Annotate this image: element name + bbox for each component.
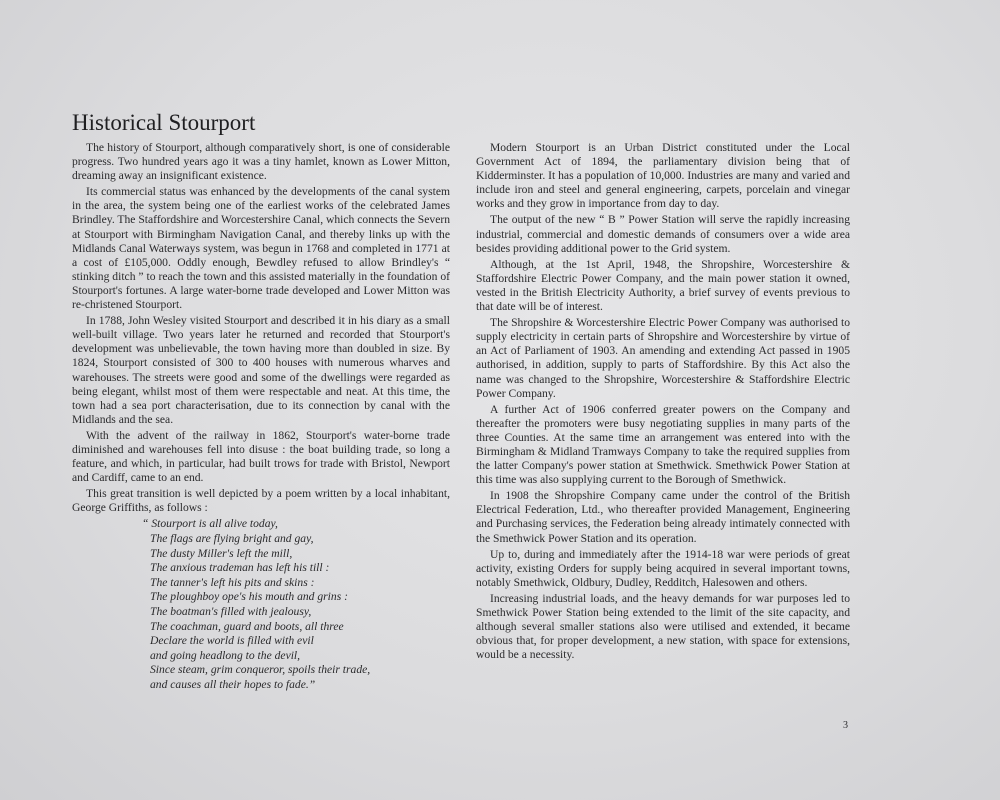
poem-line: “ Stourport is all alive today, — [142, 517, 278, 531]
poem-line: The flags are flying bright and gay, — [150, 532, 314, 546]
poem — [142, 517, 450, 692]
paragraph: Although, at the 1st April, 1948, the Shropshire, Worcestershire & Staffordshire Electric Power Company, and the main power station it owned, vested in the British Electricity Authority, a brief survey of events previous to that date will be of interest. — [476, 257, 850, 314]
poem-line: The dusty Miller's left the mill, — [150, 546, 293, 560]
paragraph: The Shropshire & Worcestershire Electric Power Company was authorised to supply electricity in certain parts of Shropshire and Worcestershire by virtue of an Act of Parliament of 1903. An amending and extending Act passed in 1905 authorised, in addition, supply to parts of Staffordshire. By this Act also the name was changed to the Shropshire, Worcestershire & Staffordshire Electric Power Company. — [476, 316, 850, 400]
poem-line: The anxious trademan has left his till : — [150, 561, 330, 575]
paragraph: Increasing industrial loads, and the heavy demands for war purposes led to Smethwick Power Station being extended to the limit of the site capacity, and although several smaller stations also were utilised and extended, it became obvious that, for proper development, a new station, with space for extensions, would be a necessity. — [476, 591, 850, 662]
right-column — [476, 141, 850, 664]
paragraph: A further Act of 1906 conferred greater powers on the Company and thereafter the promoters were busy negotiating supplies in many parts of the three Counties. At the same time an arrangement was entered into with the Birmingham & Midland Tramways Company to take the required supplies from the latter Company's power station at Smethwick. Smethwick Power Station at this time was also supplying current to the Borough of Smethwick. — [476, 402, 850, 487]
paragraph: In 1908 the Shropshire Company came under the control of the British Electrical Federation, Ltd., who thereafter provided Management, Engineering and Purchasing services, the Federation being already intimately connected with the Smethwick Power Station and its operation. — [476, 489, 850, 545]
paragraph: The output of the new “ B ” Power Station will serve the rapidly increasing industrial, commercial and domestic demands of consumers over a wide area besides providing additional power to the Grid system. — [476, 213, 850, 255]
poem-line: Since steam, grim conqueror, spoils their trade, — [150, 663, 371, 677]
poem-line: Declare the world is filled with evil — [150, 634, 314, 648]
paragraph: The history of Stourport, although comparatively short, is one of considerable progress. Two hundred years ago it was a tiny hamlet, known as Lower Mitton, dreaming away an insignificant existence. — [72, 141, 450, 183]
poem-line: and causes all their hopes to fade.” — [150, 677, 316, 691]
poem-line: The tanner's left his pits and skins : — [150, 575, 315, 589]
page-title: Historical Stourport — [72, 110, 256, 135]
poem-line: The coachman, guard and boots, all three — [150, 619, 344, 633]
paragraph: This great transition is well depicted by a poem written by a local inhabitant, George Griffiths, as follows : — [72, 487, 450, 515]
left-column — [72, 141, 450, 693]
paragraph: With the advent of the railway in 1862, Stourport's water-borne trade diminished and warehouses fell into disuse : the boat building trade, so long a feature, and which, in particular, had built trows for trade with Bristol, Newport and Cardiff, came to an end. — [72, 428, 450, 485]
paragraph: Up to, during and immediately after the 1914-18 war were periods of great activity, existing Orders for supply being acquired in several important towns, notably Smethwick, Oldbury, Dudley, Redditch, Halesowen and others. — [476, 547, 850, 589]
paragraph: Modern Stourport is an Urban District constituted under the Local Government Act of 1894, the parliamentary division being that of Kidderminster. It has a population of 10,000. Industries are many and varied and include iron and steel and general engineering, carpets, porcelain and vinegar works and they grow in importance from day to day. — [476, 141, 850, 211]
paragraph: Its commercial status was enhanced by the developments of the canal system in the area, the system being one of the earliest works of the celebrated James Brindley. The Staffordshire and Worcestershire Canal, which connects the Severn at Stourport with Birmingham Navigation Canal, and thereby links up with the Midlands Canal Waterways system, was begun in 1768 and completed in 1771 at a cost of £105,000. Oddly enough, Bewdley refused to allow Brindley's “ stinking ditch ” to reach the town and this assisted materially in the foundation of Stourport's fortunes. A large water-borne trade developed and Lower Mitton was re-christened Stourport. — [72, 185, 450, 312]
poem-line: and going headlong to the devil, — [150, 648, 301, 662]
page-number: 3 — [843, 720, 848, 731]
paragraph: In 1788, John Wesley visited Stourport and described it in his diary as a small well-built village. Two years later he returned and recorded that Stourport's development was unbelievable, the town having more than doubled in size. By 1824, Stourport consisted of 300 to 400 houses with numerous wharves and warehouses. The streets were good and some of the dwellings were regarded as being elegant, whilst most of them were respectable and neat. At this time, the town had a sea port characterisation, due to its connection by canal with the Midlands and the sea. — [72, 314, 450, 426]
poem-line: The ploughboy ope's his mouth and grins : — [150, 590, 348, 604]
poem-line: The boatman's filled with jealousy, — [150, 605, 312, 618]
